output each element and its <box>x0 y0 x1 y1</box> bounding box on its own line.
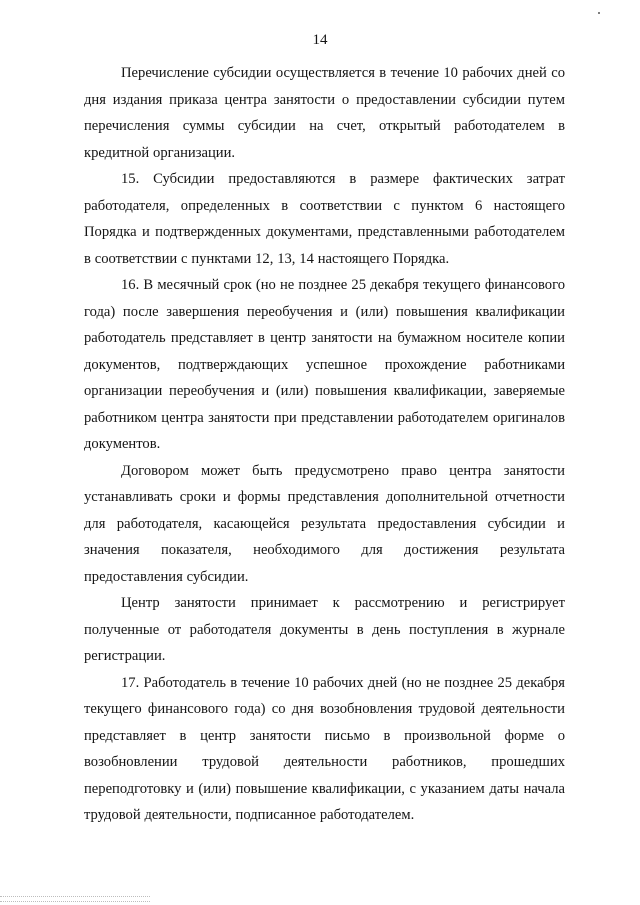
paragraph-subsidy-transfer: Перечисление субсидии осуществляется в течение 10 рабочих дней со дня издания приказа центра занятости о предоставлении субсидии путем перечисления суммы субсидии на счет, открытый работодателем в кредитной организации. <box>84 65 565 161</box>
page-number: 14 <box>312 32 328 48</box>
scan-speck <box>598 12 600 14</box>
paragraph-15: 15. Субсидии предоставляются в размере фактических затрат работодателя, определенных в соответствии с пунктом 6 настоящего Порядка и подтвержденных документами, представленными работодателем в соответствии с пунктами 12, 13, 14 настоящего Порядка. <box>84 171 565 267</box>
paragraph-17: 17. Работодатель в течение 10 рабочих дней (но не позднее 25 декабря текущего финансового года) со дня возобновления трудовой деятельности представляет в центр занятости письмо в произвольной форме о возобновлении трудовой деятельности работников, прошедших переподготовку и (или) повышение квалификации, с указанием даты начала трудовой деятельности, подписанное работодателем. <box>84 674 565 823</box>
scan-edge-line <box>0 896 150 897</box>
paragraph-contract-reporting: Договором может быть предусмотрено право центра занятости устанавливать сроки и формы представления дополнительной отчетности для работодателя, касающейся результата предоставления субсидии и значения показателя, необходимого для достижения результата предоставления субсидии. <box>84 462 565 585</box>
paragraph-registration: Центр занятости принимает к рассмотрению и регистрирует полученные от работодателя документы в день поступления в журнале регистрации. <box>84 595 565 664</box>
scan-edge-line <box>0 901 150 902</box>
document-body <box>84 60 565 829</box>
paragraph-16: 16. В месячный срок (но не позднее 25 декабря текущего финансового года) после завершения переобучения и (или) повышения квалификации работодатель представляет в центр занятости на бумажном носителе копии документов, подтверждающих успешное прохождение работниками организации переобучения и (или) повышения квалификации, заверяемые работником центра занятости при представлении работодателем оригиналов документов. <box>84 277 565 452</box>
